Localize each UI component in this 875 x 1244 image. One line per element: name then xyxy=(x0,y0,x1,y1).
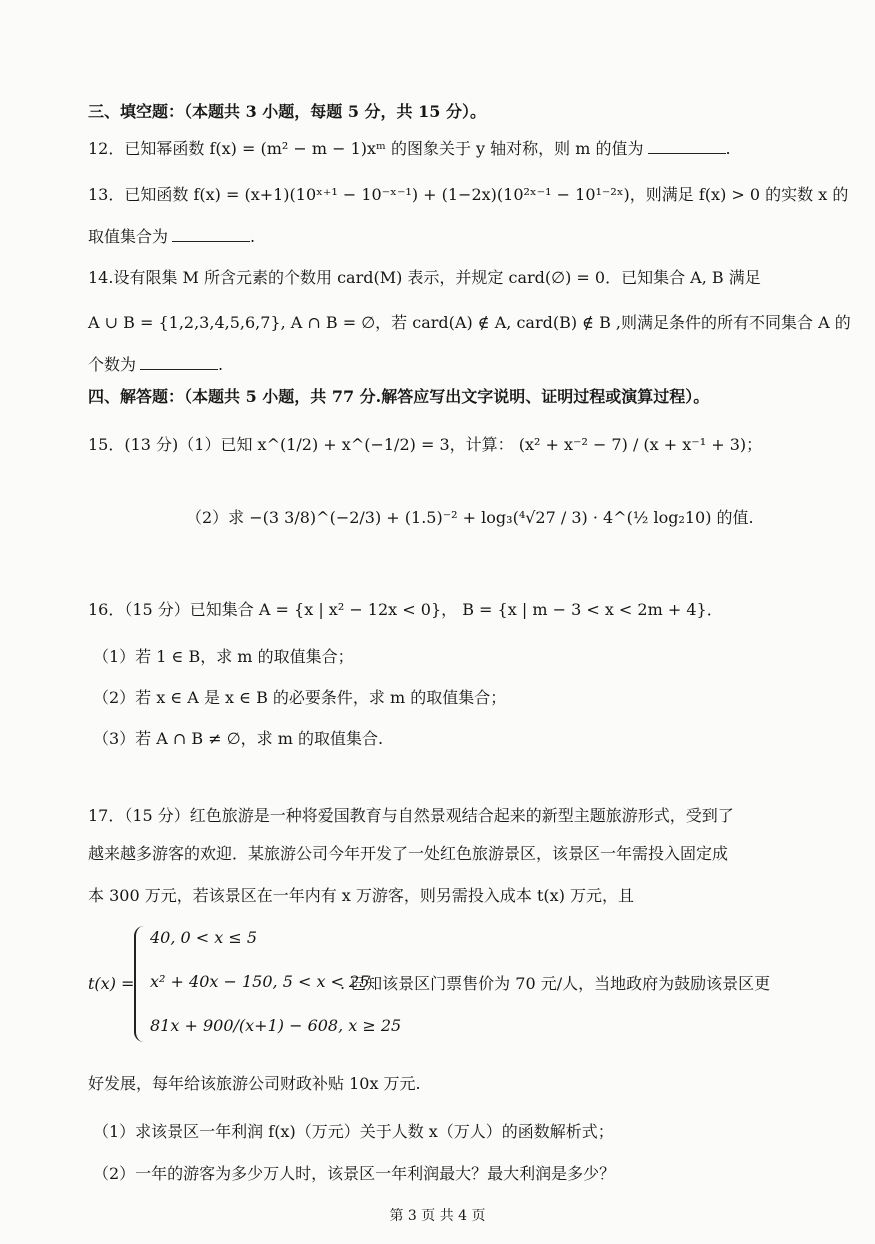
question-14-line2: A ∪ B = {1,2,3,4,5,6,7}, A ∩ B = ∅，若 card(A) ∉ A, card(B) ∉ B ,则满足条件的所有不同集合 A 的 xyxy=(88,313,851,332)
piecewise-brace xyxy=(134,926,148,1042)
question-17-part1: （1）求该景区一年利润 f(x)（万元）关于人数 x（万人）的函数解析式； xyxy=(93,1122,614,1141)
question-16-part3: （3）若 A ∩ B ≠ ∅，求 m 的取值集合. xyxy=(93,729,384,748)
question-17-line2: 越来越多游客的欢迎．某旅游公司今年开发了一处红色旅游景区，该景区一年需投入固定成 xyxy=(88,844,729,863)
piecewise-case-2: x² + 40x − 150, 5 < x < 25 xyxy=(150,972,370,991)
q12-end: . xyxy=(725,139,731,158)
q13-line2-text: 取值集合为 xyxy=(88,227,169,246)
piecewise-case-3: 81x + 900/(x+1) − 608, x ≥ 25 xyxy=(150,1016,402,1035)
page-number-footer: 第 3 页 共 4 页 xyxy=(389,1208,486,1224)
q14-line3-text: 个数为 xyxy=(88,355,137,374)
piecewise-lhs: t(x) = xyxy=(88,974,135,993)
question-14-line1: 14.设有限集 M 所含元素的个数用 card(M) 表示，并规定 card(∅) = 0．已知集合 A, B 满足 xyxy=(88,268,761,287)
question-16-part2: （2）若 x ∈ A 是 x ∈ B 的必要条件，求 m 的取值集合； xyxy=(93,688,507,707)
q13-answer-blank xyxy=(172,227,250,242)
question-17-line1: 17．（15 分）红色旅游是一种将爱国教育与自然景观结合起来的新型主题旅游形式，受到了 xyxy=(88,806,734,825)
question-16-intro: 16．（15 分）已知集合 A = {x | x² − 12x < 0}， B = {x | m − 3 < x < 2m + 4}． xyxy=(88,600,723,619)
piecewise-case-1: 40, 0 < x ≤ 5 xyxy=(150,928,258,947)
question-13-line2 xyxy=(88,225,255,249)
question-17-line3: 本 300 万元，若该景区在一年内有 x 万游客，则另需投入成本 t(x) 万元，且 xyxy=(88,886,635,905)
section4-heading: 四、解答题：（本题共 5 小题，共 77 分.解答应写出文字说明、证明过程或演算过程）。 xyxy=(88,387,710,406)
question-17-line4: 好发展，每年给该旅游公司财政补贴 10x 万元. xyxy=(88,1074,421,1093)
question-12 xyxy=(88,137,731,161)
question-15-part1: 15．(13 分)（1）已知 x^(1/2) + x^(−1/2) = 3，计算： (x² + x⁻² − 7) / (x + x⁻¹ + 3)； xyxy=(88,435,763,454)
q14-answer-blank xyxy=(140,355,218,370)
q14-end: . xyxy=(218,355,224,374)
section3-heading: 三、填空题：（本题共 3 小题，每题 5 分，共 15 分）。 xyxy=(88,102,486,121)
question-13-line1: 13．已知函数 f(x) = (x+1)(10ˣ⁺¹ − 10⁻ˣ⁻¹) + (1−2x)(10²ˣ⁻¹ − 10¹⁻²ˣ)，则满足 f(x) > 0 的实数 x 的 xyxy=(88,185,849,204)
question-14-line3 xyxy=(88,353,223,377)
question-15-part2: （2）求 −(3 3/8)^(−2/3) + (1.5)⁻² + log₃(⁴√27 / 3) · 4^(½ log₂10) 的值. xyxy=(186,508,754,527)
q12-text: 12．已知幂函数 f(x) = (m² − m − 1)xᵐ 的图象关于 y 轴对称，则 m 的值为 xyxy=(88,139,644,158)
piecewise-function xyxy=(88,922,808,1050)
q12-answer-blank xyxy=(648,139,726,154)
question-16-part1: （1）若 1 ∈ B，求 m 的取值集合； xyxy=(93,647,354,666)
question-17-part2: （2）一年的游客为多少万人时，该景区一年利润最大？最大利润是多少？ xyxy=(93,1164,616,1183)
q13-end: . xyxy=(250,227,256,246)
question-17-after-piecewise: . 已知该景区门票售价为 70 元/人，当地政府为鼓励该景区更 xyxy=(340,974,771,993)
